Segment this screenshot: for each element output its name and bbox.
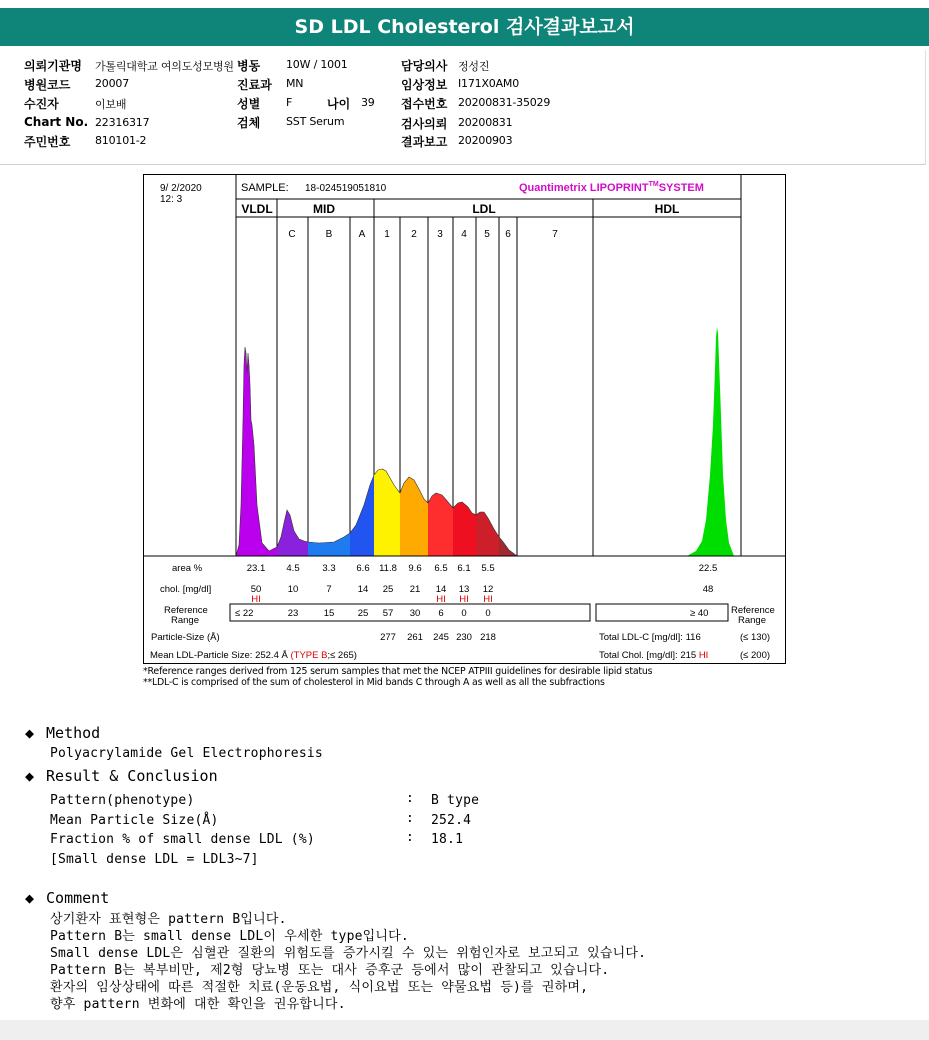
patient-info-panel (0, 50, 926, 165)
total-chol-ref: (≤ 200) (740, 650, 771, 661)
chol-cell: 13 (458, 584, 470, 595)
result-sep-pattern: : (406, 791, 415, 806)
area-cell: 5.5 (481, 563, 495, 574)
chol-cell-hdl: 48 (702, 584, 714, 595)
sex-value: F (286, 96, 293, 109)
particle-size-cell: 245 (433, 632, 449, 643)
band-label-c: C (288, 229, 296, 240)
brand-name: Quantimetrix LIPOPRINT™SYSTEM (519, 181, 704, 194)
mean-ldl-line: Mean LDL-Particle Size: 252.4 Å (TYPE B;≤ 265) (150, 650, 357, 661)
profile-band-4 (374, 469, 400, 556)
particle-size-cell: 261 (407, 632, 423, 643)
specimen-value: SST Serum (286, 115, 345, 128)
chol-cell: 14 (357, 584, 369, 595)
band-label-b: B (325, 229, 333, 240)
hi-flag: HI (251, 594, 261, 605)
bottom-strip (0, 1020, 929, 1040)
chol-row-label: chol. [mg/dl] (160, 584, 212, 595)
patient-name-value: 이보배 (95, 98, 127, 111)
result-note: [Small dense LDL = LDL3~7] (50, 852, 259, 867)
chol-cell: 25 (382, 584, 394, 595)
chart-no-label: Chart No. (24, 115, 89, 129)
area-cell: 9.6 (408, 563, 422, 574)
particle-size-cell: 277 (380, 632, 396, 643)
chol-cell: 50 (250, 584, 262, 595)
particle-size-cell: 230 (456, 632, 472, 643)
particle-size-label: Particle-Size (Å) (151, 632, 220, 643)
department-value: MN (286, 77, 304, 90)
band-label-4: 4 (461, 229, 467, 240)
age-value: 39 (361, 96, 375, 109)
footnote-2: **LDL-C is comprised of the sum of cholesterol in Mid bands C through A as well as all the subfractions (143, 677, 605, 688)
area-cell: 3.3 (322, 563, 336, 574)
hospital-code-value: 20007 (95, 77, 129, 90)
ref-row-label-left: Reference Range (164, 605, 208, 626)
receipt-no-label: 접수번호 (401, 97, 448, 111)
result-value-pattern: B type (431, 793, 480, 808)
ref-cell: 0 (461, 608, 467, 619)
comment-line-3: Small dense LDL은 심혈관 질환의 위험도를 증가시킬 수 있는 위험인자로 보고되고 있습니다. (50, 946, 647, 961)
region-label-mid: MID (313, 202, 335, 216)
band-label-5: 5 (484, 229, 490, 240)
ref-cell: 30 (409, 608, 421, 619)
region-label-vldl: VLDL (241, 202, 273, 216)
clinical-info-label: 임상정보 (401, 78, 448, 92)
result-heading: ◆ Result & Conclusion (25, 767, 218, 785)
result-value-size: 252.4 (431, 813, 472, 828)
specimen-label: 검체 (237, 116, 261, 130)
profile-band-7 (453, 502, 476, 556)
comment-bullet-icon: ◆ (25, 889, 35, 907)
result-label-pattern: Pattern(phenotype) (50, 793, 195, 808)
report-date-label: 결과보고 (401, 135, 448, 149)
request-date-value: 20200831 (458, 116, 513, 129)
area-cell: 6.6 (356, 563, 370, 574)
profile-band-5 (400, 477, 428, 556)
method-bullet-icon: ◆ (25, 724, 35, 742)
institution-value: 가톨릭대학교 여의도성모병원 (95, 60, 234, 73)
comment-line-5: 환자의 임상상태에 따른 적절한 치료(운동요법, 식이요법 또는 약물요법 등)를 권하며, (50, 980, 589, 995)
clinical-info-value: I171X0AM0 (458, 77, 519, 90)
table-columns (247, 563, 718, 643)
institution-label: 의뢰기관명 (24, 59, 82, 73)
area-cell-hdl: 22.5 (698, 563, 718, 574)
ward-label: 병동 (237, 59, 261, 73)
lipoprint-profile (236, 327, 734, 556)
area-cell: 11.8 (379, 563, 397, 574)
band-label-7: 7 (552, 229, 558, 240)
total-ldl-line: Total LDL-C [mg/dl]: 116 (599, 632, 701, 643)
band-label-a: A (358, 229, 366, 240)
request-date-label: 검사의뢰 (401, 117, 448, 131)
result-label-size: Mean Particle Size(Å) (50, 813, 219, 828)
age-label: 나이 (327, 97, 351, 111)
ward-value: 10W / 1001 (286, 58, 348, 71)
hi-flag: HI (436, 594, 446, 605)
hospital-code-label: 병원코드 (24, 78, 71, 92)
band-label-6: 6 (505, 229, 511, 240)
hdl-ref-value: ≥ 40 (690, 608, 709, 619)
receipt-no-value: 20200831-35029 (458, 96, 551, 109)
chol-cell: 10 (287, 584, 299, 595)
hi-flag: HI (459, 594, 469, 605)
profile-band-6 (428, 493, 453, 556)
band-labels (288, 229, 558, 240)
band-label-2: 2 (411, 229, 417, 240)
comment-line-6: 향후 pattern 변화에 대한 확인을 권유합니다. (50, 997, 346, 1012)
region-label-hdl: HDL (654, 202, 680, 216)
page-title: SD LDL Cholesterol 검사결과보고서 (294, 16, 635, 38)
profile-band-3 (350, 475, 374, 556)
total-ldl-ref: (≤ 130) (740, 632, 771, 643)
chol-cell: 7 (326, 584, 332, 595)
physician-label: 담당의사 (401, 59, 448, 73)
profile-hdl-peak (687, 327, 734, 556)
area-row-label: area % (172, 563, 203, 574)
comment-line-4: Pattern B는 복부비만, 제2형 당뇨병 또는 대사 증후군 등에서 많이 관찰되고 있습니다. (50, 963, 610, 978)
report-date: 9/ 2/2020 (160, 183, 202, 194)
lipoprint-report (143, 174, 786, 664)
ref-cell: 25 (357, 608, 369, 619)
report-time: 12: 3 (160, 194, 183, 205)
comment-heading: ◆ Comment (25, 889, 110, 907)
chol-cell: 21 (409, 584, 421, 595)
patient-name-label: 수진자 (24, 97, 59, 111)
ref-first-value: ≤ 22 (235, 608, 254, 619)
sample-id: 18-024519051810 (305, 183, 387, 194)
profile-band-2 (308, 533, 350, 556)
comment-line-1: 상기환자 표현형은 pattern B입니다. (50, 912, 287, 927)
sex-label: 성별 (237, 97, 261, 111)
ref-cell: 57 (382, 608, 394, 619)
department-label: 진료과 (237, 78, 272, 92)
chol-cell: 12 (482, 584, 494, 595)
area-cell: 4.5 (286, 563, 300, 574)
physician-value: 정성진 (458, 60, 490, 73)
ref-cell: 15 (323, 608, 335, 619)
result-bullet-icon: ◆ (25, 767, 35, 785)
profile-band-8 (476, 512, 499, 556)
chol-cell: 14 (435, 584, 447, 595)
region-label-ldl: LDL (472, 202, 496, 216)
ref-cell: 0 (485, 608, 491, 619)
lipoprint-svg (144, 175, 786, 664)
ref-row-label-right: Reference Range (731, 605, 775, 626)
total-chol-line: Total Chol. [mg/dl]: 215 HI (599, 650, 709, 661)
band-label-3: 3 (437, 229, 443, 240)
area-cell: 6.5 (434, 563, 448, 574)
result-sep-size: : (406, 811, 415, 826)
hi-flag: HI (483, 594, 493, 605)
footnote-1: *Reference ranges derived from 125 serum samples that met the NCEP ATPIII guidelines for desirable lipid status (143, 666, 653, 677)
method-text: Polyacrylamide Gel Electrophoresis (50, 746, 323, 761)
area-cell: 6.1 (457, 563, 471, 574)
resident-no-label: 주민번호 (24, 135, 71, 149)
result-sep-fraction: : (406, 830, 415, 845)
particle-size-cell: 218 (480, 632, 496, 643)
comment-line-2: Pattern B는 small dense LDL이 우세한 type입니다. (50, 929, 409, 944)
sample-label: SAMPLE: (241, 182, 289, 194)
result-value-fraction: 18.1 (431, 832, 464, 847)
ref-cell: 6 (438, 608, 444, 619)
ref-cell: 23 (287, 608, 299, 619)
resident-no-value: 810101-2 (95, 134, 147, 147)
area-cell: 23.1 (246, 563, 266, 574)
chart-no-value: 22316317 (95, 116, 150, 129)
result-label-fraction: Fraction % of small dense LDL (%) (50, 832, 315, 847)
band-label-1: 1 (384, 229, 390, 240)
report-date-value: 20200903 (458, 134, 513, 147)
method-heading: ◆ Method (25, 724, 101, 742)
